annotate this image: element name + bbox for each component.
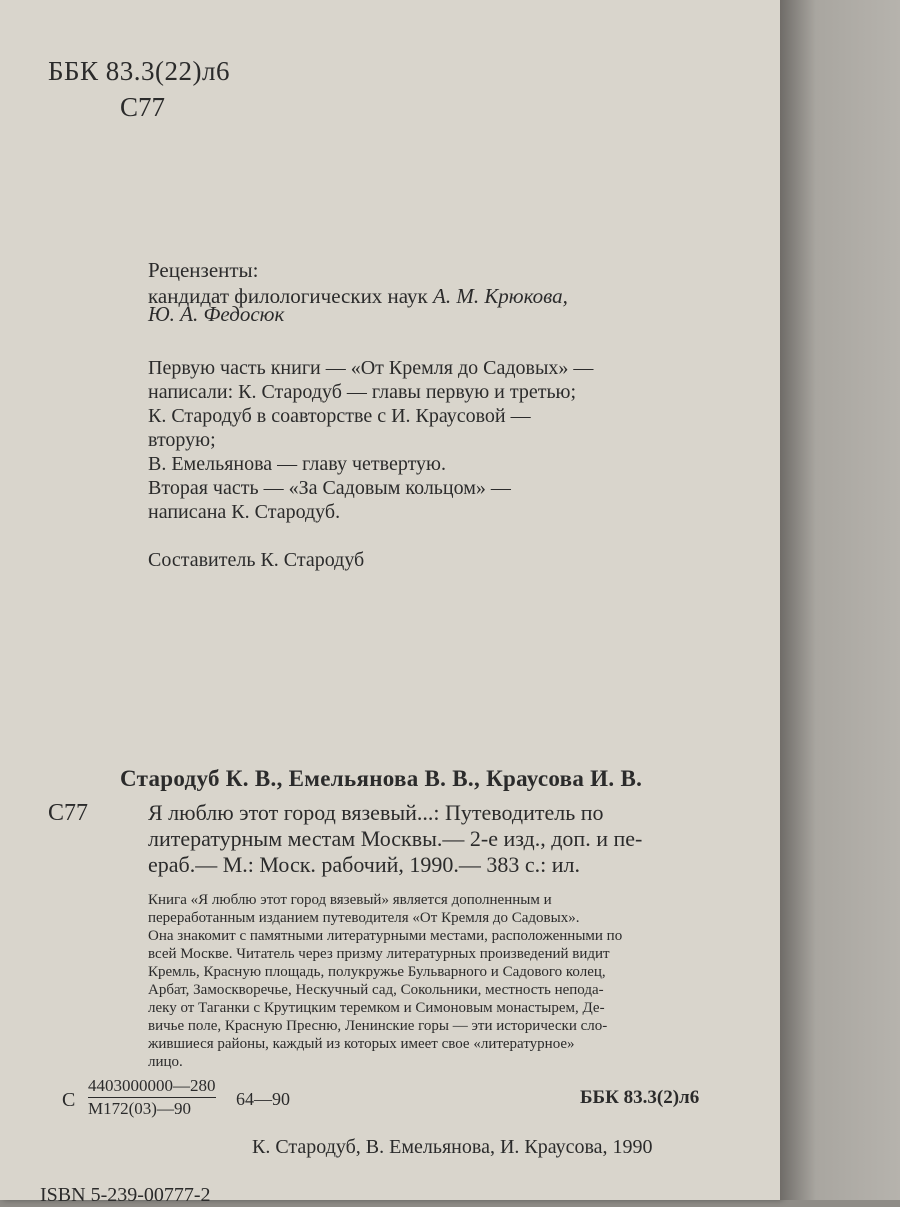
isbn-line: ISBN 5-239-00777-2: [40, 1184, 211, 1206]
abstract-line: лицо.: [148, 1054, 183, 1070]
abstract-line: всей Москве. Читатель через призму литературных произведений видит: [148, 946, 610, 962]
abstract-line: Арбат, Замоскворечье, Нескучный сад, Сокольники, местность непода-: [148, 982, 604, 998]
reviewer-name-2: Ю. А. Федосюк: [148, 302, 285, 326]
abstract-line: переработанным изданием путеводителя «От Кремля до Садовых».: [148, 910, 580, 926]
author-code: С77: [120, 92, 166, 122]
authorship-line: В. Емельянова — главу четвертую.: [148, 453, 446, 475]
authorship-line: Первую часть книги — «От Кремля до Садовых» —: [148, 357, 594, 379]
compiler-line: Составитель К. Стародуб: [148, 549, 365, 571]
bbk-bottom: ББК 83.3(2)л6: [580, 1087, 700, 1108]
reviewers-label: Рецензенты:: [148, 258, 259, 282]
classification-numerator: 4403000000—280: [88, 1076, 216, 1098]
abstract-line: Она знакомит с памятными литературными местами, расположенными по: [148, 928, 623, 944]
authorship-line: написали: К. Стародуб — главы первую и третью;: [148, 381, 577, 403]
authorship-line: написана К. Стародуб.: [148, 501, 341, 523]
catalog-line: Я люблю этот город вязевый...: Путеводитель по: [148, 800, 604, 825]
classification-denominator: М172(03)—90: [88, 1099, 191, 1118]
bbk-index: ББК 83.3(22)л6: [48, 56, 230, 86]
catalog-line: литературным местам Москвы.— 2-е изд., доп. и пе-: [148, 826, 643, 851]
classification-letter: С: [62, 1089, 76, 1111]
abstract-line: вичье поле, Красную Пресню, Ленинские горы — эти исторически сло-: [148, 1018, 608, 1034]
catalog-line: ераб.— М.: Моск. рабочий, 1990.— 383 с.: ил.: [148, 852, 581, 877]
catalog-code: С77: [48, 800, 89, 826]
abstract-line: Кремль, Красную площадь, полукружье Бульварного и Садового колец,: [148, 964, 606, 980]
reviewer-name-1: А. М. Крюкова,: [433, 284, 568, 308]
adjacent-page-edge: [780, 0, 900, 1200]
abstract-line: леку от Таганки с Крутицким теремком и Симоновым монастырем, Де-: [148, 1000, 605, 1016]
authorship-line: К. Стародуб в соавторстве с И. Краусовой —: [148, 405, 531, 427]
abstract-line: жившиеся районы, каждый из которых имеет свое «литературное»: [148, 1036, 575, 1052]
reviewer-degree: кандидат филологических наук: [148, 284, 428, 308]
classification-tail: 64—90: [236, 1089, 290, 1109]
authorship-line: вторую;: [148, 429, 216, 451]
catalog-authors: Стародуб К. В., Емельянова В. В., Краусова И. В.: [120, 766, 643, 791]
authorship-line: Вторая часть — «За Садовым кольцом» —: [148, 477, 511, 499]
abstract-line: Книга «Я люблю этот город вязевый» является дополненным и: [148, 892, 552, 908]
copyright-line: К. Стародуб, В. Емельянова, И. Краусова, 1990: [252, 1136, 653, 1158]
